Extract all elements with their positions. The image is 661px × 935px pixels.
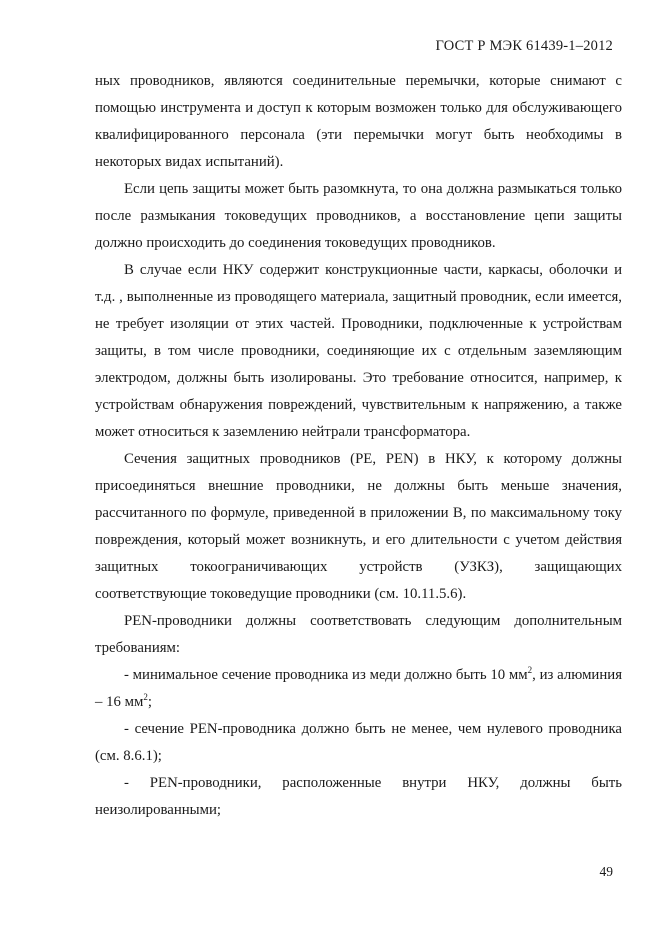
standard-code: ГОСТ Р МЭК 61439-1–2012 [435, 38, 613, 54]
paragraph-pen-requirements: PEN-проводники должны соответствовать следующим дополнительным требованиям: [95, 613, 622, 656]
page-number: 49 [599, 864, 613, 879]
list-item-pen-uninsulated: - PEN-проводники, расположенные внутри НКУ, должны быть неизолированными; [95, 775, 622, 818]
paragraph-protection-circuit: Если цепь защиты может быть разомкнута, то она должна размыкаться только после размыкания токоведущих проводников, а восстановление цепи защиты должно происходить до соединения токоведущих проводников. [95, 181, 622, 251]
page-header [436, 38, 613, 55]
paragraph-cross-sections: Сечения защитных проводников (PE, PEN) в НКУ, к которому должны присоединяться внешние проводники, не должны быть меньше значения, рассчитанного по формуле, приведенной в приложении В, по максимальному току повреждения, который может возникнуть, и его длительности с учетом действия защитных токоограничивающих устройств (УЗКЗ), защищающих соответствующие токоведущие проводники (см. 10.11.5.6). [95, 451, 622, 602]
superscript: 2 [527, 665, 533, 675]
list-item-pen-section: - сечение PEN-проводника должно быть не менее, чем нулевого проводника (см. 8.6.1); [95, 721, 622, 764]
paragraph-continuation: ных проводников, являются соединительные перемычки, которые снимают с помощью инструмента и доступ к которым возможен только для обслуживающего квалифицированного персонала (эти перемычки могут быть необходимы в некоторых видах испытаний). [95, 73, 622, 170]
list-item-text: , из алюминия – 16 мм [95, 667, 622, 710]
paragraph-conductive-parts: В случае если НКУ содержит конструкционные части, каркасы, оболочки и т.д. , выполненные из проводящего материала, защитный проводник, если имеется, не требует изоляции от этих частей. Проводники, подключенные к устройствам защиты, в том числе проводники, соединяющие их с отдельным заземляющим электродом, должны быть изолированы. Это требование относится, например, к устройствам обнаружения повреждений, чувствительным к напряжению, а также может относиться к заземлению нейтрали трансформатора. [95, 262, 622, 440]
list-item-text: ; [147, 694, 152, 710]
list-item-text: - минимальное сечение проводника из меди должно быть 10 мм [124, 667, 528, 683]
page-body [95, 68, 622, 824]
superscript: 2 [143, 692, 148, 702]
list-item-min-section [95, 662, 622, 716]
